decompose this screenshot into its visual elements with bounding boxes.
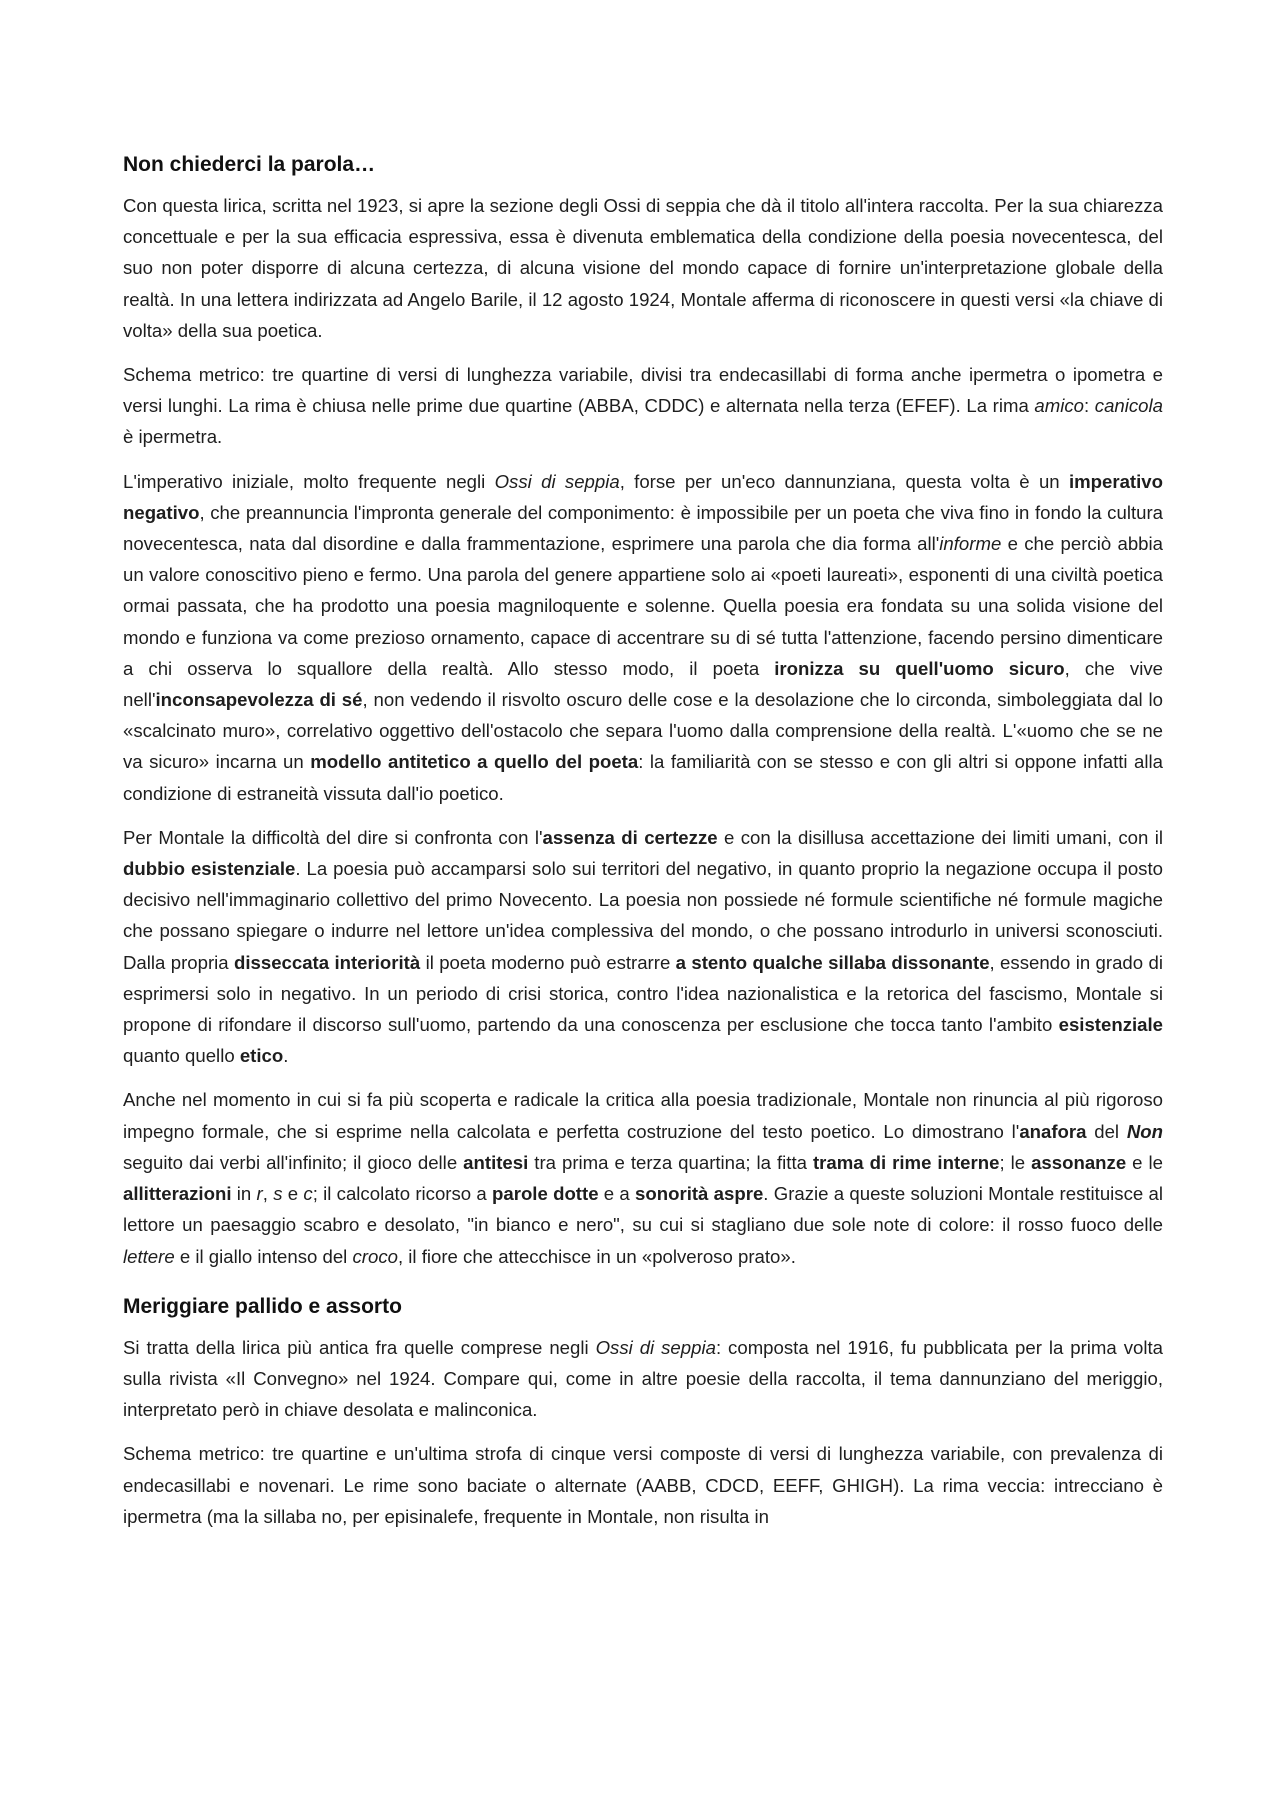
bold-italic-text: Non	[1126, 1120, 1163, 1142]
bold-text: sonorità aspre	[635, 1183, 764, 1205]
text-run: Schema metrico: tre quartine di versi di lunghezza variabile, divisi tra endecasillabi di forma anche ipermetra o ipometra e versi lunghi. La rima è chiusa nelle prime due quartine (ABBA, CDDC) e alternata nella terza (EFEF). La rima	[123, 364, 1163, 417]
text-run: il poeta moderno può estrarre	[420, 951, 676, 973]
text-run: ; il calcolato ricorso a	[312, 1183, 493, 1205]
text-run: , essendo in grado di esprimersi solo in negativo. In un periodo di crisi storica, contro l'idea nazionalistica e la retorica del fascismo, Montale si propone di rifondare il discorso sull'uomo, partendo da una conoscenza per esclusione che tocca tanto l'ambito	[123, 951, 1163, 1036]
paragraph	[123, 1332, 1163, 1426]
text-run: .	[283, 1045, 289, 1067]
document-page	[123, 150, 1163, 1545]
text-run: ,	[262, 1183, 274, 1205]
bold-text: assenza di certezze	[542, 826, 718, 848]
text-run: . La poesia può accamparsi solo sui territori del negativo, in quanto proprio la negazione occupa il posto decisivo nell'immaginario collettivo del primo Novecento. La poesia non possiede né formule scientifiche né formule magiche che possano spiegare o indurre nel lettore un'idea complessiva del mondo, o che possano introdurlo in universi sconosciuti. Dalla propria	[123, 858, 1163, 973]
italic-text: croco	[352, 1245, 398, 1267]
text-run: è ipermetra.	[123, 426, 223, 448]
text-run: , il fiore che attecchisce in un «polveroso prato».	[397, 1245, 796, 1267]
text-run: Con questa lirica, scritta nel 1923, si apre la sezione degli Ossi di seppia che dà il titolo all'intera raccolta. Per la sua chiarezza concettuale e per la sua efficacia espressiva, essa è divenuta emblematica della condizione della poesia novecentesca, del suo non poter disporre di alcuna certezza, di alcuna visione del mondo capace di fornire un'interpretazione globale della realtà. In una lettera indirizzata ad Angelo Barile, il 12 agosto 1924, Montale afferma di riconoscere in questi versi «la chiave di volta» della sua poetica.	[123, 195, 1163, 341]
bold-text: disseccata interiorità	[233, 951, 421, 973]
bold-text: ironizza su quell'uomo sicuro	[774, 657, 1065, 679]
text-run: : la familiarità con se stesso e con gli altri si oppone infatti alla condizione di estraneità vissuta dall'io poetico.	[123, 751, 1164, 804]
paragraph	[123, 359, 1163, 453]
italic-text: informe	[939, 533, 1002, 555]
bold-text: dubbio esistenziale	[123, 858, 296, 880]
italic-text: s	[273, 1183, 283, 1205]
text-run: L'imperativo iniziale, molto frequente negli	[123, 470, 495, 492]
bold-text: etico	[239, 1045, 284, 1067]
italic-text: Ossi di seppia	[494, 470, 620, 492]
text-run: e	[282, 1183, 304, 1205]
italic-text: Ossi di seppia	[595, 1336, 716, 1358]
text-run: : composta nel 1916, fu pubblicata per la prima volta sulla rivista «Il Convegno» nel 1924. Compare qui, come in altre poesie della raccolta, il tema dannunziano del meriggio, interpretato però in chiave desolata e malinconica.	[123, 1336, 1163, 1421]
bold-text: trama di rime interne	[812, 1151, 1000, 1173]
paragraph	[123, 466, 1163, 809]
italic-text: r	[256, 1183, 263, 1205]
text-run: seguito dai verbi all'infinito; il gioco delle	[123, 1151, 464, 1173]
text-run: Schema metrico: tre quartine e un'ultima strofa di cinque versi composte di versi di lunghezza variabile, con prevalenza di endecasillabi e novenari. Le rime sono baciate o alternate (AABB, CDCD, EEFF, GHIGH). La rima veccia: intrecciano è ipermetra (ma la sillaba no, per episinalefe, frequente in Montale, non risulta in	[123, 1443, 1163, 1527]
text-run: , non vedendo il risvolto oscuro delle cose e la desolazione che lo circonda, simboleggiata dal lo «scalcinato muro», correlativo oggettivo dell'ostacolo che separa l'uomo dalla comprensione della realtà. L'«uomo che se ne va sicuro» incarna un	[123, 689, 1163, 773]
bold-text: allitterazioni	[123, 1183, 232, 1205]
bold-text: a stento qualche sillaba dissonante	[675, 951, 990, 973]
bold-text: inconsapevolezza di sé	[155, 689, 363, 711]
text-run: e il giallo intenso del	[174, 1245, 353, 1267]
text-run: del	[1086, 1120, 1127, 1142]
bold-text: parole dotte	[492, 1183, 599, 1205]
text-run: , forse per un'eco dannunziana, questa volta è un	[619, 470, 1069, 492]
section-title-non-chiederci: Non chiederci la parola…	[123, 153, 376, 176]
bold-text: esistenziale	[1058, 1014, 1163, 1036]
italic-text: canicola	[1094, 395, 1163, 417]
text-run: quanto quello	[123, 1045, 240, 1067]
text-run: e con la disillusa accettazione dei limiti umani, con il	[717, 826, 1163, 848]
bold-text: modello antitetico a quello del poeta	[310, 751, 639, 773]
italic-text: amico	[1034, 395, 1084, 417]
bold-text: imperativo negativo	[123, 470, 1163, 523]
text-run: :	[1084, 395, 1095, 417]
paragraph	[123, 190, 1163, 346]
paragraph	[123, 1438, 1163, 1532]
text-run: e a	[598, 1183, 636, 1205]
italic-text: c	[303, 1183, 313, 1205]
text-run: , che vive nell'	[123, 657, 1163, 711]
paragraph	[123, 822, 1163, 1072]
italic-text: lettere	[123, 1245, 175, 1267]
text-run: e le	[1126, 1151, 1163, 1173]
bold-text: anafora	[1019, 1120, 1087, 1142]
text-run: in	[231, 1183, 257, 1205]
text-run: . Grazie a queste soluzioni Montale restituisce al lettore un paesaggio scabro e desolato, "in bianco e nero", su cui si stagliano due sole note di colore: il rosso fuoco delle	[123, 1183, 1163, 1236]
paragraph	[123, 1084, 1163, 1271]
section-title-meriggiare: Meriggiare pallido e assorto	[123, 1294, 402, 1318]
bold-text: assonanze	[1031, 1151, 1127, 1173]
text-run: tra prima e terza quartina; la fitta	[528, 1151, 813, 1173]
bold-text: antitesi	[463, 1151, 529, 1173]
text-run: , che preannuncia l'impronta generale del componimento: è impossibile per un poeta che viva fino in fondo la cultura novecentesca, nata dal disordine e dalla frammentazione, esprimere una parola che dia forma all'	[123, 501, 1163, 555]
text-run: e che perciò abbia un valore conoscitivo pieno e fermo. Una parola del genere appartiene solo ai «poeti laureati», esponenti di una civiltà poetica ormai passata, che ha prodotto una poesia magniloquente e solenne. Quella poesia era fondata su una solida visione del mondo e funziona va come prezioso ornamento, capace di accentrare su di sé tutta l'attenzione, facendo persino dimenticare a chi osserva lo squallore della realtà. Allo stesso modo, il poeta	[123, 533, 1163, 679]
text-run: Si tratta della lirica più antica fra quelle comprese negli	[123, 1336, 596, 1358]
text-run: ; le	[999, 1151, 1032, 1173]
text-run: Anche nel momento in cui si fa più scoperta e radicale la critica alla poesia tradizionale, Montale non rinuncia al più rigoroso impegno formale, che si esprime nella calcolata e perfetta costruzione del testo poetico. Lo dimostrano l'	[123, 1089, 1163, 1142]
text-run: Per Montale la difficoltà del dire si confronta con l'	[123, 826, 543, 848]
